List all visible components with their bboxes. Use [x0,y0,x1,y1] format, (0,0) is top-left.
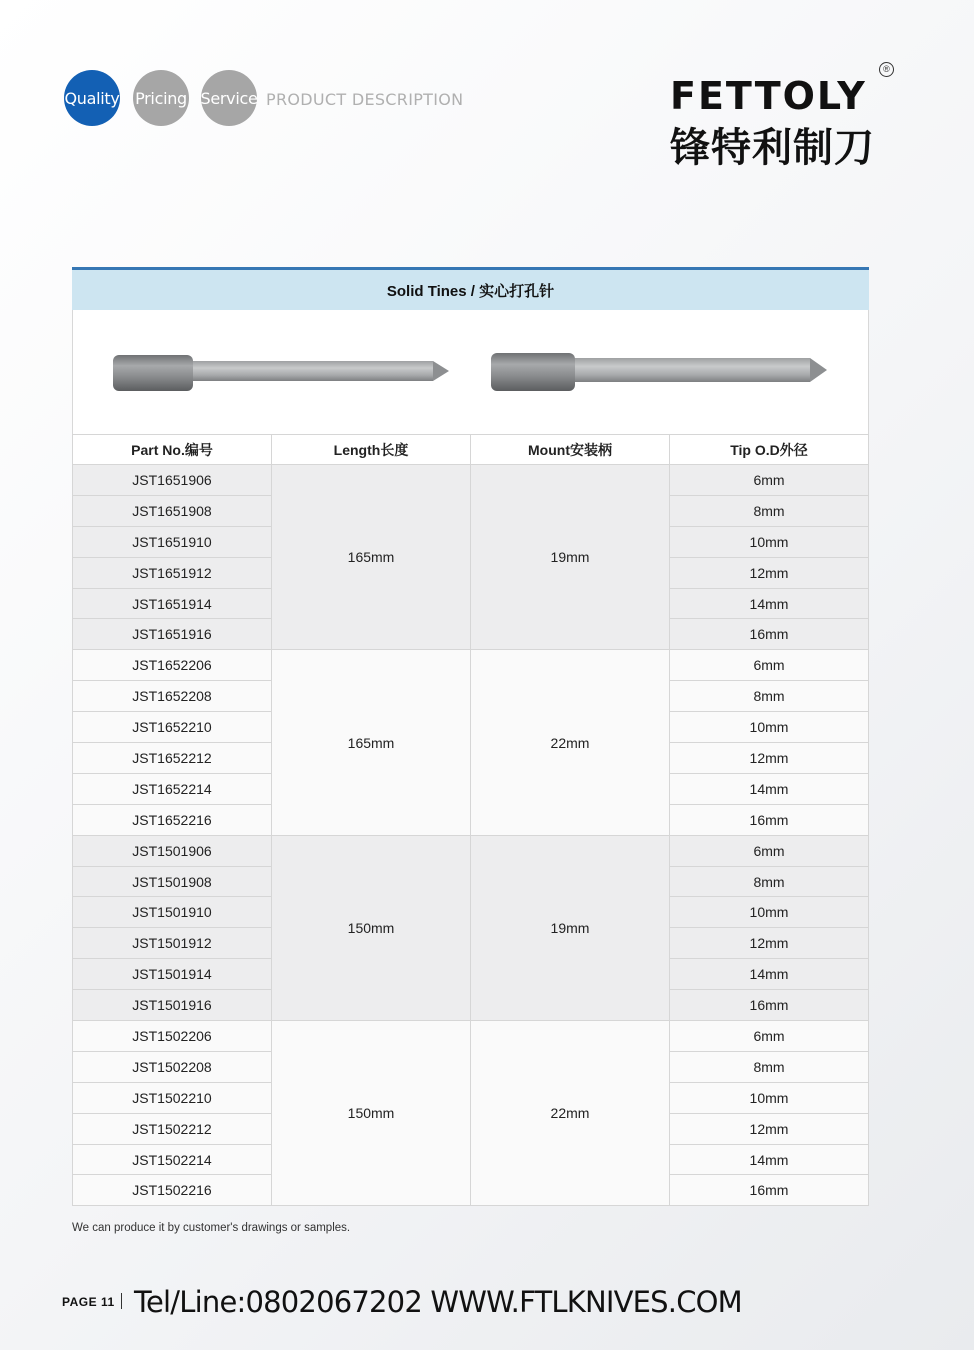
part-number-cell: JST1651912 [73,557,272,588]
length-cell: 165mm [272,650,471,835]
length-cell: 165mm [272,465,471,650]
length-cell: 150mm [272,1021,471,1206]
table-header-row [73,435,869,465]
footer-divider [121,1293,122,1309]
tip-od-cell: 6mm [670,1021,869,1052]
part-number-cell: JST1651910 [73,526,272,557]
tip-od-cell: 14mm [670,959,869,990]
part-number-cell: JST1652212 [73,743,272,774]
tip-od-cell: 12mm [670,743,869,774]
part-number-cell: JST1502210 [73,1082,272,1113]
part-number-cell: JST1502216 [73,1175,272,1206]
part-number-cell: JST1501908 [73,866,272,897]
product-image-row [72,310,869,434]
tip-od-cell: 12mm [670,1113,869,1144]
tip-od-cell: 8mm [670,681,869,712]
part-number-cell: JST1501906 [73,835,272,866]
column-header-length: Length长度 [272,435,471,465]
contact-info: Tel/Line:0802067202 WWW.FTLKNIVES.COM [134,1285,742,1319]
mount-cell: 19mm [471,835,670,1020]
part-number-cell: JST1502214 [73,1144,272,1175]
tip-od-cell: 16mm [670,619,869,650]
page-number-value: 11 [100,1295,115,1309]
part-number-cell: JST1501912 [73,928,272,959]
part-number-cell: JST1652210 [73,712,272,743]
table-row [73,465,869,496]
part-number-cell: JST1652216 [73,804,272,835]
part-number-cell: JST1501914 [73,959,272,990]
solid-tine-image [111,349,451,395]
product-table-section [72,267,869,1206]
page-number [62,1295,115,1309]
pricing-badge: Pricing [133,70,189,126]
tip-od-cell: 14mm [670,588,869,619]
registered-mark-icon: ® [879,62,894,77]
tip-od-cell: 16mm [670,1175,869,1206]
part-number-cell: JST1502212 [73,1113,272,1144]
tip-od-cell: 10mm [670,897,869,928]
tip-od-cell: 16mm [670,990,869,1021]
table-row [73,835,869,866]
part-number-cell: JST1502208 [73,1051,272,1082]
tip-od-cell: 6mm [670,835,869,866]
solid-tine-image [489,349,829,395]
brand-logo-chinese: 锋特利制刀 [670,125,875,171]
part-number-cell: JST1501910 [73,897,272,928]
page-label: PAGE [62,1295,98,1309]
quality-badge: Quality [64,70,120,126]
part-number-cell: JST1651908 [73,495,272,526]
tip-od-cell: 8mm [670,1051,869,1082]
part-number-cell: JST1652206 [73,650,272,681]
tip-od-cell: 12mm [670,557,869,588]
part-number-cell: JST1502206 [73,1021,272,1052]
part-number-cell: JST1652208 [73,681,272,712]
tip-od-cell: 8mm [670,495,869,526]
service-badge: Service [201,70,257,126]
tip-od-cell: 14mm [670,773,869,804]
tip-od-cell: 6mm [670,650,869,681]
table-title: Solid Tines / 实心打孔针 [72,267,869,310]
part-number-cell: JST1651916 [73,619,272,650]
length-cell: 150mm [272,835,471,1020]
part-number-cell: JST1652214 [73,773,272,804]
table-row [73,1021,869,1052]
tip-od-cell: 12mm [670,928,869,959]
product-spec-table [72,434,869,1206]
column-header-tip-od: Tip O.D外径 [670,435,869,465]
tip-od-cell: 16mm [670,804,869,835]
custom-production-note: We can produce it by customer's drawings or samples. [72,1222,351,1234]
table-row [73,650,869,681]
mount-cell: 22mm [471,1021,670,1206]
brand-logo-text: FETTOLY [670,74,867,118]
mount-cell: 19mm [471,465,670,650]
tip-od-cell: 14mm [670,1144,869,1175]
part-number-cell: JST1501916 [73,990,272,1021]
tip-od-cell: 6mm [670,465,869,496]
mount-cell: 22mm [471,650,670,835]
tip-od-cell: 10mm [670,1082,869,1113]
part-number-cell: JST1651914 [73,588,272,619]
tip-od-cell: 8mm [670,866,869,897]
part-number-cell: JST1651906 [73,465,272,496]
column-header-part-no: Part No.编号 [73,435,272,465]
section-label: PRODUCT DESCRIPTION [266,90,464,109]
tip-od-cell: 10mm [670,526,869,557]
column-header-mount: Mount安装柄 [471,435,670,465]
tip-od-cell: 10mm [670,712,869,743]
